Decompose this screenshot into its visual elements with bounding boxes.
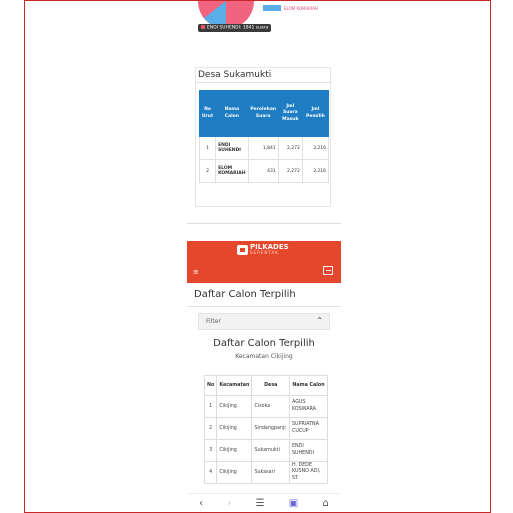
- legend-label: ELOM KOMARIAH: [284, 5, 318, 11]
- cell-nama: ELOM KOMARIAH: [216, 160, 249, 183]
- col-header: Nama Calon: [216, 91, 249, 137]
- cell-nama: SUPRIATNA CUCUP: [290, 418, 328, 440]
- cell-nama: AGUS KOSWARA: [290, 396, 328, 418]
- table-row: [200, 137, 329, 160]
- cell-desa: Cisoka: [252, 396, 290, 418]
- col-header: Jml Suara Masuk: [278, 91, 302, 137]
- table-row: [205, 462, 328, 484]
- cell-kecamatan: Cikijing: [217, 396, 252, 418]
- table-row: [205, 418, 328, 440]
- cell-pemilih: 3,216: [302, 160, 328, 183]
- chart-legend[interactable]: [263, 5, 318, 11]
- col-header: Perolehan Suara: [248, 91, 278, 137]
- list-heading: Daftar Calon Terpilih: [213, 338, 315, 349]
- vote-table-header: [200, 91, 329, 137]
- filter-label: Filter: [206, 318, 221, 325]
- list-subheading: Kecamatan Cikijing: [235, 353, 293, 360]
- browser-nav-bar: [187, 493, 341, 513]
- col-header: No: [205, 376, 217, 396]
- cell-pemilih: 3,216: [302, 137, 328, 160]
- section-divider: [187, 223, 341, 224]
- table-row: [205, 440, 328, 462]
- chart-tooltip: [198, 24, 271, 32]
- legend-swatch: [263, 5, 281, 11]
- cell-perolehan: 431: [248, 160, 278, 183]
- cell-kecamatan: Cikijing: [217, 440, 252, 462]
- ballot-box-icon: [237, 245, 248, 255]
- cell-nama: H. DEDE KUSNO ADI, ST: [290, 462, 328, 484]
- top-screenshot: [187, 1, 337, 217]
- app-logo[interactable]: [237, 244, 289, 255]
- chevron-up-icon: ⌃: [316, 316, 323, 325]
- cell-nama: ENDI SUHENDI: [216, 137, 249, 160]
- cell-no: 4: [205, 462, 217, 484]
- cell-no: 1: [200, 137, 216, 160]
- cell-nama: ENDI SUHENDI: [290, 440, 328, 462]
- cell-no: 1: [205, 396, 217, 418]
- table-row: [200, 160, 329, 183]
- home-icon[interactable]: ⌂: [322, 498, 329, 509]
- title-divider: [187, 306, 341, 307]
- login-icon[interactable]: [323, 266, 333, 275]
- cell-desa: Sukamukti: [252, 440, 290, 462]
- cell-desa: Sindangpanji: [252, 418, 290, 440]
- screenshot-frame: [24, 0, 491, 513]
- tooltip-text: ENDI SUHENDI: 1841 suara: [207, 25, 269, 31]
- vote-table: [199, 90, 329, 183]
- table-row: [205, 396, 328, 418]
- col-header: Desa: [252, 376, 290, 396]
- menu-icon[interactable]: ☰: [255, 498, 265, 509]
- elected-table: [204, 375, 328, 484]
- logo-subtitle: SERENTAK: [250, 250, 279, 255]
- desa-divider: [196, 82, 332, 83]
- desa-card: [195, 67, 331, 207]
- cell-perolehan: 1,841: [248, 137, 278, 160]
- desa-title: Desa Sukamukti: [198, 70, 272, 80]
- cell-no: 3: [205, 440, 217, 462]
- cell-kecamatan: Cikijing: [217, 418, 252, 440]
- col-header: Jml Pemilih: [302, 91, 328, 137]
- bottom-screenshot: [187, 241, 341, 513]
- cell-no: 2: [205, 418, 217, 440]
- page-title: Daftar Calon Terpilih: [194, 289, 296, 300]
- cell-masuk: 2,272: [278, 160, 302, 183]
- cell-no: 2: [200, 160, 216, 183]
- tabs-icon[interactable]: ▣: [288, 498, 299, 509]
- logo-title: PILKADES: [250, 243, 289, 251]
- col-header: Kecamatan: [217, 376, 252, 396]
- filter-toggle[interactable]: [198, 313, 330, 330]
- col-header: No Urut: [200, 91, 216, 137]
- cell-desa: Sukasari: [252, 462, 290, 484]
- col-header: Nama Calon: [290, 376, 328, 396]
- tooltip-swatch: [201, 25, 205, 29]
- back-icon[interactable]: ‹: [199, 498, 204, 509]
- cell-kecamatan: Cikijing: [217, 462, 252, 484]
- cell-masuk: 2,272: [278, 137, 302, 160]
- forward-icon[interactable]: ›: [227, 498, 232, 509]
- hamburger-menu-icon[interactable]: ≡: [193, 268, 199, 276]
- elected-table-header: [205, 376, 328, 396]
- app-header: [187, 241, 341, 283]
